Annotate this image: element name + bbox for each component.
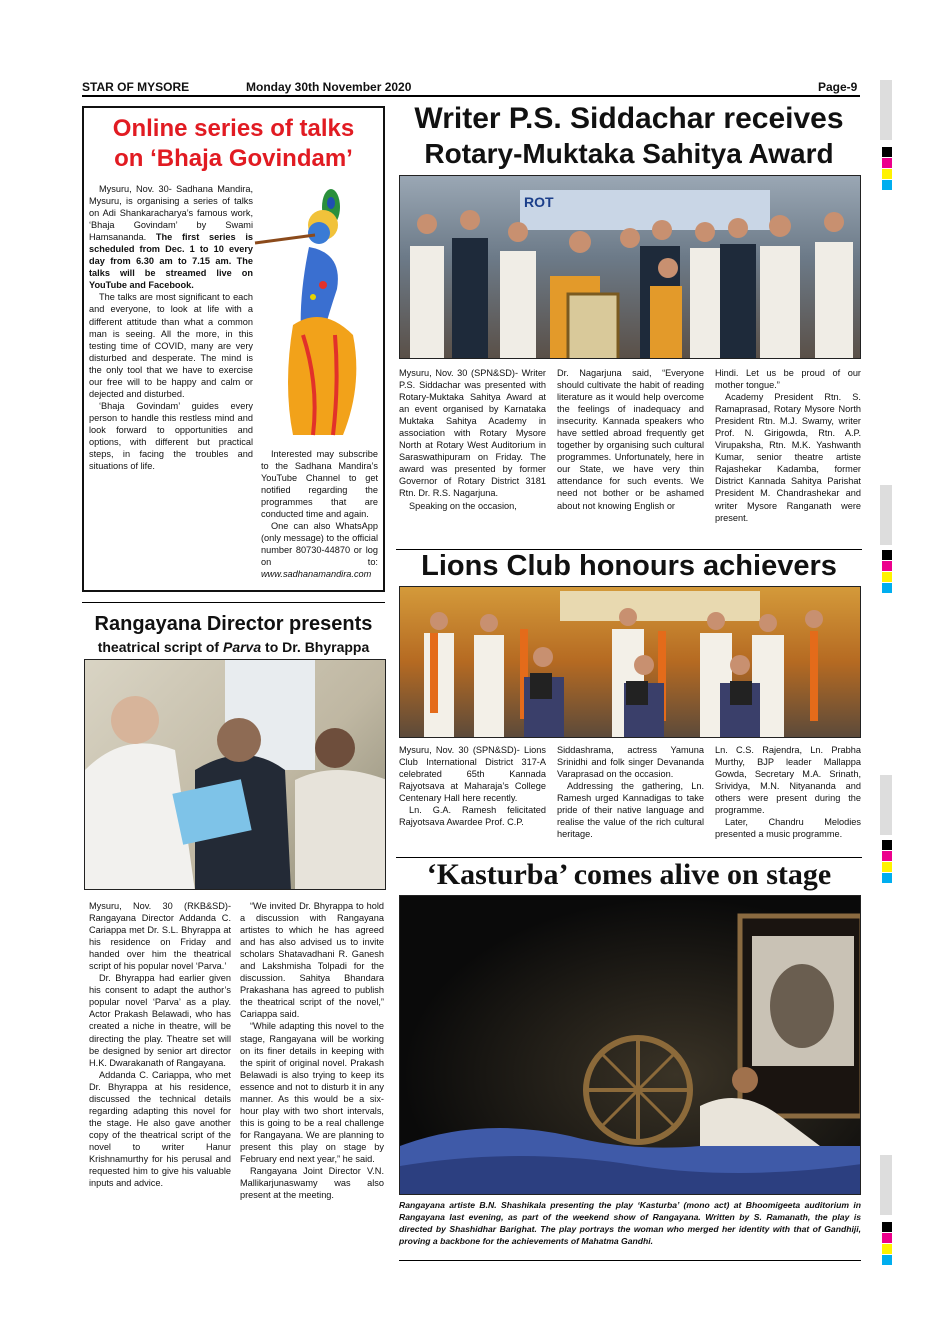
bhaja-title-1: Online series of talks [112,115,355,142]
bhaja-paragraph: ‘Bhaja Govindam’ guides every person to handle this restless mind and look forward to opportunities and options, with different but practical steps, in facing the troubles and situations of life. [89,400,253,472]
flute-icon [255,235,315,243]
registration-square [882,873,892,883]
bhaja-col-right [261,448,378,581]
registration-square [882,1222,892,1232]
siddachar-title-1: Writer P.S. Siddachar receives [414,102,844,135]
rangayana-paragraph: “We invited Dr. Bhyrappa to hold a discussion with Rangayana artistes to which he has agreed and has also advised us to invite scholars Shatavadhani R. Ganesh and Lakshmisha Tolpadi for the discussion. Sahitya Bhandara Prakashana has agreed to publish the theatrical script of the novel,” Cariappa said. [240,901,384,1020]
siddachar-paragraph: Academy President Rtn. S. Ramaprasad, Rotary Mysore North President Rtn. M.J. Swamy, writer Prof. N. Girigowda, Rtn. A.P. Virupaksha, Rtn. M.K. Yashwanth Kumar, senior theatre artiste Rajashekar Kadamba, former District Kannada Sahitya Parishat President M. Chandrashekar and writer Mysore Ranganath were present. [715,392,861,523]
rangayana-col-2 [240,900,384,1201]
siddachar-photo [399,175,861,359]
crop-bar [880,485,892,545]
siddachar-paragraph: Dr. Nagarjuna said, “Everyone should cultivate the habit of reading literature as it would help overcome the feelings of inadequacy and insecurity. Kannada speakers who have settled abroad frequently get together by organising such cultural programmes. Unfortunately, here in our State, we have very thin attendance for such events. We need not bother or be ashamed about not knowing English or [557,368,704,511]
kasturba-photo [399,895,861,1195]
bhaja-paragraph: Interested may subscribe to the Sadhana Mandira’s YouTube Channel to get notified regarding the programmes that are conducted time and again. [261,449,378,520]
rangayana-figures [85,660,386,890]
crop-bar [880,1155,892,1215]
registration-square [882,147,892,157]
rangayana-paragraph: Mysuru, Nov. 30 (RKB&SD)- Rangayana Director Addanda C. Cariappa met Dr. S.L. Bhyrappa at his residence on Friday and handed over him the theatrical script of his popular novel ‘Parva.’ [89,901,231,972]
lions-photo [399,586,861,738]
rangayana-paragraph: “While adapting this novel to the stage, Rangayana will be working on its finer details in keeping with the spirit of original novel. Prakash Belawadi is also trying to keep its essence and not to disturb it in any manner. As this would be a six-hour play with two short intervals, this is going to be a real challenge for Rangayana. We are planning to present this play on stage by February end next year,” he said. [240,1021,384,1164]
rangayana-photo [84,659,386,890]
lions-paragraph: Addressing the gathering, Ln. Ramesh urged Kannadigas to take pride of their native language and realise the value of the rich cultural heritage. [557,781,704,840]
lions-paragraph: Mysuru, Nov. 30 (SPN&SD)- Lions Club International District 317-A celebrated 65th Kannada Rajyotsava at Maharaja’s College Centenary Hall here recently. [399,745,546,804]
registration-square [882,840,892,850]
registration-square [882,862,892,872]
stage-scene [400,896,861,1195]
lions-title: Lions Club honours achievers [421,550,837,582]
registration-square [882,583,892,593]
rangayana-title-2 [82,639,385,655]
rangayana-paragraph: Dr. Bhyrappa had earlier given his consent to adapt the author’s popular novel ‘Parva’ as a play. Actor Prakash Belawadi, who has created a niche in theatre, will be directing the play. Theatre set will be designed by senior art director H.K. Dwarakanath of Rangayana. [89,973,231,1068]
group-silhouettes [400,176,861,359]
section-rule [82,602,385,603]
bhaja-paragraph [261,520,378,580]
krishna-illustration [253,185,381,443]
crop-bar [880,80,892,140]
website-link[interactable]: www.sadhanamandira.com [261,569,372,580]
siddachar-paragraph: Speaking on the occasion, [409,500,517,511]
lions-paragraph: Siddashrama, actress Yamuna Srinidhi and folk singer Devananda Varaprasad on the occasion. [557,745,704,780]
lions-paragraph: Ln. C.S. Rajendra, Ln. Prabha Murthy, BJP leader Mallappa Gowda, Secretary M.A. Srinath, Srividya, M.N. Nityananda and others were present during the programme. [715,745,861,816]
paper-name: STAR OF MYSORE [82,80,190,94]
registration-square [882,572,892,582]
bhaja-contact-text: One can also WhatsApp (only message) to the official number 80730-44870 or log on to: [261,521,378,568]
lions-col-3 [715,744,861,840]
bhaja-paragraph: The talks are most significant to each and everyone, to look at life with a different attitude than what a common man is seeing. All the more, in this testing time of COVID, many are very disturbed and desperate. The mind is the only tool that we have to exercise our free will to be happy and calm or dejected and disturbed. [89,292,253,399]
siddachar-paragraph: Mysuru, Nov. 30 (SPN&SD)- Writer P.S. Siddachar was presented with Rotary-Muktaka Sahitya Award at an event organised by Karnataka Muktaka Sahitya Academy in association with Rotary Mysore North at Rotary West Auditorium in Saraswathipuram on Friday. The award was presented by former Governor of Rotary District 3181 Rtn. Dr. R.S. Nagarjuna. [399,368,546,499]
siddachar-title-2: Rotary-Muktaka Sahitya Award [424,138,834,169]
rangayana-subtitle-part: to Dr. Bhyrappa [261,639,370,655]
registration-square [882,1233,892,1243]
masthead-rule [82,95,860,97]
registration-square [882,1255,892,1265]
kasturba-title: ‘Kasturba’ comes alive on stage [426,858,832,891]
registration-square [882,851,892,861]
bhaja-col-left [89,183,253,472]
crop-bar [880,775,892,835]
page-number: Page-9 [818,80,858,94]
siddachar-col-2 [557,367,704,512]
registration-square [882,550,892,560]
lions-col-2 [557,744,704,840]
registration-square [882,158,892,168]
registration-square [882,1244,892,1254]
rangayana-title-1: Rangayana Director presents [94,613,373,635]
rangayana-subtitle-part: theatrical script of [97,639,223,655]
lions-group-silhouettes [400,587,861,738]
rangayana-paragraph: Rangayana Joint Director V.N. Mallikarjunaswamy was also present at the meeting. [240,1166,384,1201]
lions-paragraph: Ln. G.A. Ramesh felicitated Rajyotsava Awardee Prof. C.P. [399,805,546,828]
registration-square [882,561,892,571]
rangayana-paragraph: Addanda C. Cariappa, who met Dr. Bhyrappa at his residence, discussed the technical details regarding adapting this novel for the stage. He also gave another copy of the theatrical script of the novel to writer Hanur Krishnamurthy for his perusal and requested him to give his valuable inputs and advice. [89,1069,231,1189]
bhaja-title-2: on ‘Bhaja Govindam’ [114,145,353,172]
lions-paragraph: Later, Chandru Melodies presented a music programme. [715,817,861,840]
kasturba-caption: Rangayana artiste B.N. Shashikala presenting the play ‘Kasturba’ (mono act) at Bhoomigeeta auditorium in Rangayana last evening, as part of the weekend show of Rangayana. Written by S. Ramanath, the play is directed by Shashidhar Barighat. The play portrays the woman who merged her identity with that of Gandhiji, proving a backbone for the achievements of Mahatma Gandhi. [399,1200,861,1246]
siddachar-paragraph: Hindi. Let us be proud of our mother tongue.” [715,368,861,391]
lions-col-1 [399,744,546,828]
banner-text: ROT [524,194,554,210]
siddachar-col-1 [399,367,546,512]
issue-date: Monday 30th November 2020 [246,80,412,94]
rangayana-subtitle-part: Parva [222,639,262,655]
registration-square [882,169,892,179]
siddachar-col-3 [715,367,861,524]
bhaja-lead-paragraph: Mysuru, Nov. 30- Sadhana Mandira, Mysuru, is organising a series of talks on Adi Shankaracharya’s famous work, ‘Bhaja Govindam’ by Swami Hamsananda. The first series is scheduled from Dec. 1 to 10 every day from 6.30 am to 7.15 am. The talks will be streamed live on YouTube and Facebook. [89,184,253,291]
caption-rule [399,1260,861,1261]
rangayana-col-1 [89,900,231,1189]
registration-square [882,180,892,190]
